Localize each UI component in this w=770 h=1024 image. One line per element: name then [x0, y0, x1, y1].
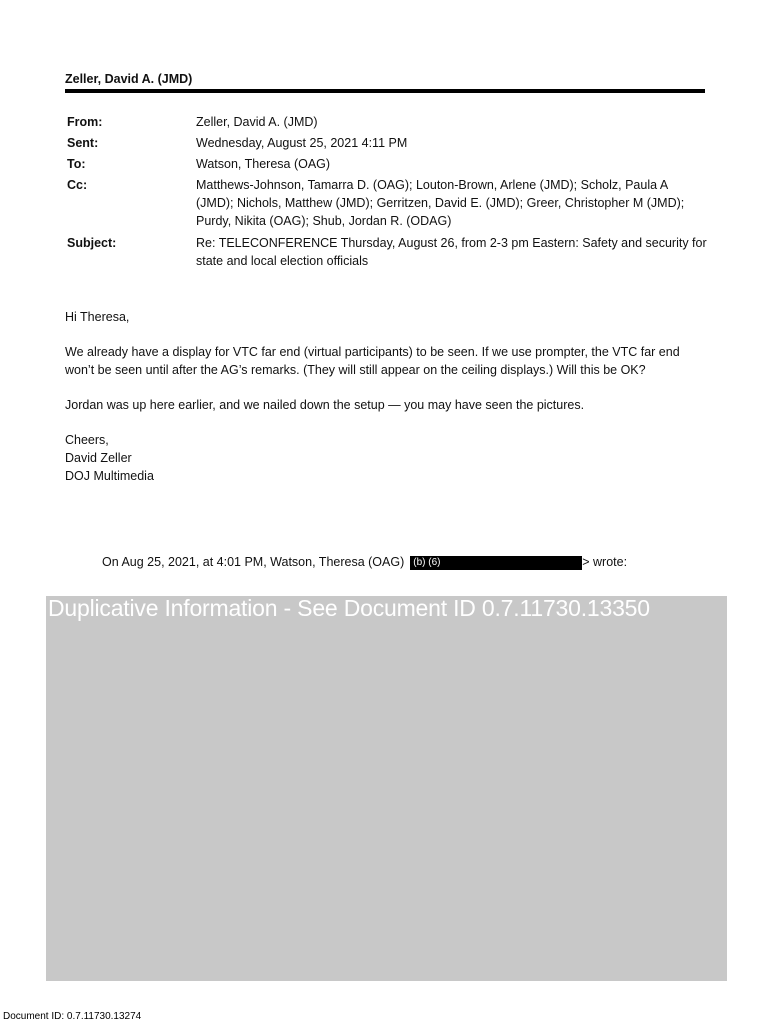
- from-label: From:: [67, 115, 103, 129]
- signature-closing: Cheers,: [65, 433, 109, 447]
- sent-value: Wednesday, August 25, 2021 4:11 PM: [196, 136, 408, 150]
- sent-label: Sent:: [67, 136, 99, 150]
- from-row: [67, 113, 707, 131]
- quoted-suffix: > wrote:: [582, 555, 628, 569]
- footer-document-id: Document ID: 0.7.11730.13274: [3, 1011, 142, 1022]
- signature-block: [65, 431, 707, 485]
- cc-value: Matthews-Johnson, Tamarra D. (OAG); Louton-Brown, Arlene (JMD); Scholz, Paula A (JMD); Nichols, Matthew (JMD); Gerritzen, David E. (JMD); Greer, Christopher M (JMD); Purdy, Nikita (OAG); Shub, Jordan R. (ODAG): [196, 178, 685, 228]
- signature-name: David Zeller: [65, 451, 132, 465]
- from-value: Zeller, David A. (JMD): [196, 115, 318, 129]
- quoted-intro: On Aug 25, 2021, at 4:01 PM, Watson, Theresa (OAG): [102, 555, 405, 569]
- greeting: Hi Theresa,: [65, 310, 130, 324]
- to-label: To:: [67, 157, 86, 171]
- email-body: [65, 308, 707, 502]
- signature-org: DOJ Multimedia: [65, 469, 154, 483]
- subject-value: Re: TELECONFERENCE Thursday, August 26, from 2-3 pm Eastern: Safety and security for state and local election officials: [196, 236, 707, 268]
- cc-label: Cc:: [67, 178, 88, 192]
- redaction-box: (b) (6): [410, 556, 582, 570]
- cc-row: [67, 176, 707, 230]
- to-value: Watson, Theresa (OAG): [196, 157, 331, 171]
- subject-row: [67, 234, 707, 270]
- body-paragraph-1: We already have a display for VTC far end (virtual participants) to be seen. If we use prompter, the VTC far end won’t be seen until after the AG’s remarks. (They will still appear on the ceiling displays.) Will this be OK?: [65, 345, 680, 377]
- duplicative-notice-text: Duplicative Information - See Document ID 0.7.11730.13350: [48, 595, 650, 621]
- quoted-message-header: [102, 553, 627, 571]
- header-divider: [65, 89, 705, 93]
- to-row: [67, 155, 707, 173]
- duplicative-information-block: [46, 596, 727, 981]
- email-header-fields: [67, 113, 707, 273]
- sent-row: [67, 134, 707, 152]
- subject-label: Subject:: [67, 236, 117, 250]
- body-paragraph-2: Jordan was up here earlier, and we nailed down the setup — you may have seen the pictures.: [65, 398, 585, 412]
- document-header-title: Zeller, David A. (JMD): [65, 72, 193, 86]
